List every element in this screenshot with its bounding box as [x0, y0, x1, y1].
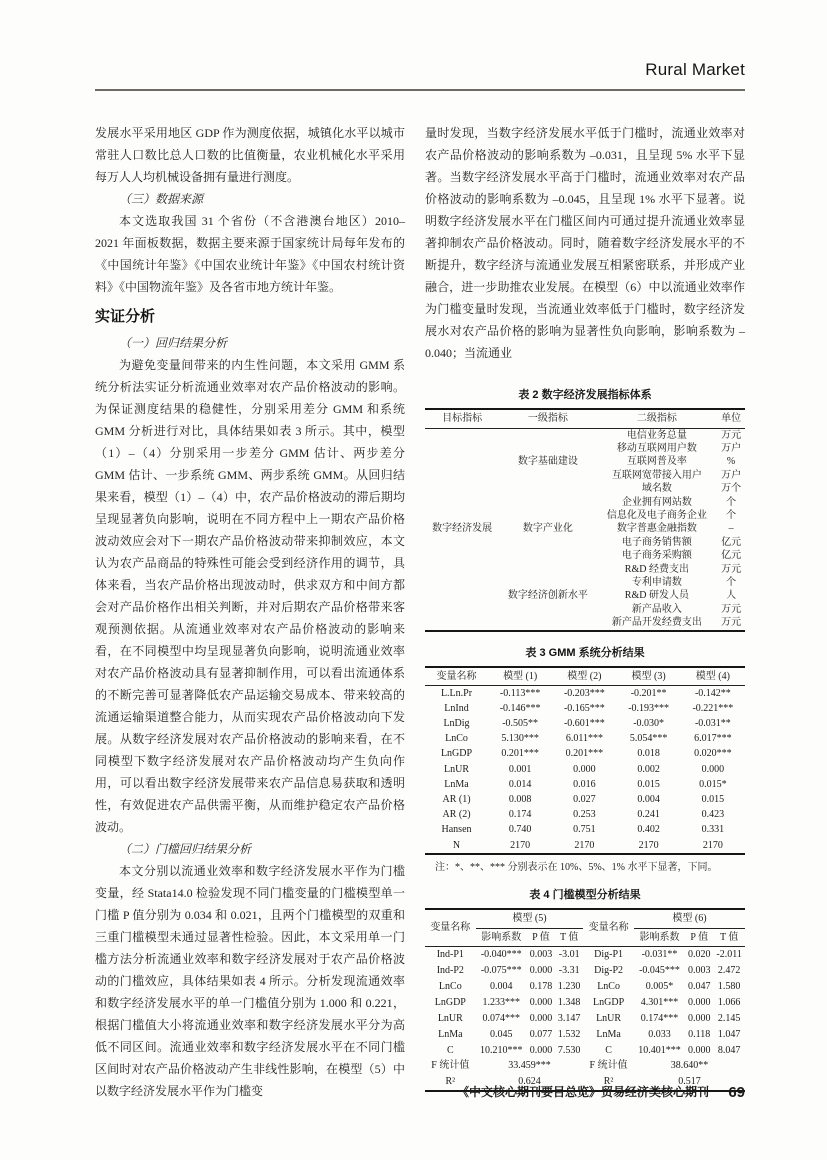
table3-value-cell: 6.011***: [565, 733, 603, 745]
table2-indicator-cell: 新产品开发经费支出: [611, 617, 702, 629]
table2-unit-cell: 万元: [721, 563, 742, 575]
table2-unit-cell: 个: [726, 576, 737, 588]
page-footer: [457, 1083, 745, 1101]
table2-level1-cell: 数字基础建设: [517, 456, 578, 468]
table4-value-cell: 1.047: [717, 1028, 741, 1040]
table-row: [425, 909, 745, 928]
table4-value-cell: -0.040***: [480, 949, 522, 961]
table3-value-cell: -0.165***: [563, 702, 605, 714]
table3-value-cell: 2170: [702, 839, 723, 851]
table4-value-cell: 4.301***: [640, 996, 679, 1008]
table-row: [425, 995, 745, 1011]
table4-variable-cell: C: [605, 1044, 612, 1056]
table4-variable-cell: C: [446, 1044, 454, 1056]
table3-header-cell: 模型 (3): [617, 667, 681, 686]
table2-indicator-cell: 电信业务总量: [626, 429, 687, 441]
table4-variable-cell: LnCo: [438, 981, 462, 993]
table3-value-cell: 0.751: [573, 824, 596, 836]
table3-value-cell: 0.201***: [501, 748, 539, 760]
table3-value-cell: 0.253: [573, 809, 596, 821]
table4-header-coef: 影响系数: [476, 928, 527, 947]
table4-fstat-label: F 统计值: [431, 1060, 470, 1072]
table4-variable-cell: Ind-P1: [436, 949, 464, 961]
table4-value-cell: 1.348: [557, 996, 581, 1008]
table3-block: [425, 644, 745, 875]
table3-value-cell: 0.008: [508, 794, 532, 805]
table2-goal-cell: 数字经济发展: [432, 523, 493, 535]
table2-indicator-cell: R&D 经费支出: [624, 563, 689, 575]
table4-value-cell: 0.033: [648, 1028, 671, 1040]
table4-value-cell: 1.532: [557, 1028, 581, 1040]
table4-value-cell: -0.031**: [641, 949, 678, 961]
table-row: [425, 792, 745, 807]
table3-value-cell: 2170: [638, 839, 659, 851]
table4-header-p: P 值: [527, 928, 555, 947]
table3-value-cell: 0.201***: [565, 748, 604, 760]
table3-value-cell: -0.203***: [563, 687, 605, 699]
table3-variable-cell: AR (1): [442, 794, 471, 805]
table3-value-cell: 0.004: [637, 794, 660, 805]
table4-variable-cell: LnCo: [597, 981, 620, 993]
table3-value-cell: 0.014: [508, 778, 532, 790]
table2-title: 表 2 数字经济发展指标体系: [518, 389, 652, 401]
table4-value-cell: 0.020: [687, 949, 711, 961]
subheading-regression-results: （一）回归结果分析: [119, 336, 228, 350]
table-row: [425, 409, 745, 428]
table-row: [425, 701, 745, 716]
table4-header-model5: 模型 (5): [476, 909, 584, 928]
table4-value-cell: 0.174***: [640, 1012, 679, 1024]
table3-variable-cell: LnUR: [444, 763, 470, 775]
table4-value-cell: 0.045: [490, 1028, 513, 1040]
table2-unit-cell: %: [726, 456, 736, 468]
table-row: [425, 947, 745, 963]
table3-value-cell: 0.423: [701, 809, 725, 821]
table-row: [425, 808, 745, 823]
table4-value-cell: 0.077: [529, 1028, 553, 1040]
table2-indicator-cell: R&D 研发人员: [624, 590, 689, 602]
table3-value-cell: 0.002: [637, 763, 660, 775]
table4-r2-value: 0.517: [678, 1076, 701, 1088]
table2-indicator-cell: 专利申请数: [631, 576, 682, 588]
table3-value-cell: -0.221***: [692, 702, 734, 714]
table4-variable-cell: Dig-P1: [594, 949, 624, 961]
table4-value-cell: 0.003: [687, 965, 711, 977]
table4-value-cell: -0.075***: [480, 965, 522, 977]
table4-value-cell: 0.003: [529, 949, 553, 961]
table2-indicator-cell: 域名数: [641, 483, 672, 495]
table3-value-cell: -0.030*: [633, 718, 665, 730]
table3-header-cell: 模型 (1): [488, 667, 552, 686]
table2-unit-cell: 万元: [721, 603, 742, 615]
table3-value-cell: 0.402: [637, 824, 660, 836]
table4-value-cell: 0.074***: [482, 1012, 520, 1024]
table2-header-cell: 单位: [717, 409, 745, 428]
table4-value-cell: 0.000: [529, 1044, 553, 1056]
table4-variable-cell: LnUR: [437, 1012, 463, 1024]
table4-value-cell: 0.000: [529, 996, 553, 1008]
table3-variable-cell: LnMa: [444, 778, 469, 790]
header-rule: [95, 89, 745, 91]
table4-variable-cell: Ind-P2: [436, 965, 464, 977]
table-row: [425, 428, 745, 442]
table2-indicator-cell: 互联网宽带接入用户: [611, 469, 702, 481]
table4-value-cell: 1.230: [557, 981, 581, 993]
table3-value-cell: -0.113***: [499, 687, 541, 699]
table3-value-cell: 0.000: [701, 763, 725, 775]
paragraph-threshold-analysis: 本文分别以流通业效率和数字经济发展水平作为门槛变量，经 Stata14.0 检验发现不同门槛变量的门槛模型单一门槛 P 值分别为 0.034 和 0.021，且两个门槛模型的双重和三重门槛模型未通过显著性检验。因此，本文采用单一门槛方法分析流通业效率和数字经济发展对于农产品价格波动的门槛效应，具体结果如表 4 所示。分析发现流通效率和数字经济发展水平的单一门槛值分别为 1.000 和 0.221，根据门槛值大小将流通业效率和数字经济发展水平分为高低不同区间。流通业效率和数字经济发展水平在不同门槛区间时对农产品价格波动产生非线性影响，在模型（5）中以数字经济发展水平作为门槛变: [95, 864, 405, 1098]
table3-variable-cell: Hansen: [441, 824, 472, 836]
table3-value-cell: 0.018: [637, 748, 660, 760]
table4-header-variable: 变量名称: [583, 909, 634, 947]
running-head: [645, 60, 745, 80]
table3-gmm-results: [425, 666, 745, 856]
table-row: [425, 1042, 745, 1058]
table4-header-t: T 值: [555, 928, 583, 947]
table2-unit-cell: –: [728, 523, 734, 535]
table-row: [425, 777, 745, 792]
table4-value-cell: 1.580: [717, 981, 741, 993]
table3-value-cell: 0.174: [508, 809, 532, 821]
table4-header-t: T 值: [713, 928, 745, 947]
right-column: [425, 122, 745, 1092]
table4-value-cell: 7.530: [557, 1044, 581, 1056]
table3-value-cell: -0.505**: [502, 718, 539, 730]
table4-value-cell: 1.233***: [482, 996, 520, 1008]
table-row: [425, 1027, 745, 1043]
table3-value-cell: 0.016: [573, 778, 596, 790]
table4-value-cell: 0.000: [687, 1012, 711, 1024]
table4-value-cell: 0.000: [529, 965, 553, 977]
table4-value-cell: 3.147: [557, 1012, 581, 1024]
table2-indicator-cell: 信息化及电子商务企业: [606, 509, 707, 521]
table4-header-variable: 变量名称: [425, 909, 476, 947]
table3-value-cell: -0.146***: [499, 702, 541, 714]
table2-indicator-cell: 移动互联网用户数: [616, 442, 697, 454]
table3-value-cell: -0.193***: [628, 702, 670, 714]
table3-value-cell: 5.054***: [629, 733, 668, 745]
table-row: [425, 1058, 745, 1074]
table3-value-cell: 0.020***: [694, 748, 732, 760]
table2-unit-cell: 个: [726, 509, 737, 521]
table4-value-cell: -3.01: [558, 949, 580, 961]
table4-header-p: P 值: [685, 928, 713, 947]
table2-unit-cell: 亿元: [721, 550, 742, 562]
table3-value-cell: 0.015: [637, 778, 660, 790]
table4-r2-label: R²: [445, 1076, 456, 1088]
table2-level1-cell: 数字经济创新水平: [507, 590, 588, 602]
table3-variable-cell: AR (2): [442, 809, 471, 821]
table4-r2-value: 0.624: [518, 1076, 541, 1088]
table2-indicator-cell: 电子商务采购额: [621, 550, 692, 562]
footer-journal-label: 《中文核心期刊要目总览》贸易经济类核心期刊: [456, 1085, 709, 1099]
table2-unit-cell: 万户: [721, 469, 742, 481]
table3-value-cell: -0.031**: [694, 718, 731, 730]
table2-indicator-cell: 电子商务销售额: [621, 536, 692, 548]
table4-value-cell: 0.004: [490, 981, 513, 993]
table4-variable-cell: LnMa: [596, 1028, 621, 1040]
table2-indicator-cell: 数字普惠金融指数: [616, 523, 697, 535]
table-row: [425, 963, 745, 979]
subheading-data-source: （三）数据来源: [119, 192, 204, 206]
table4-value-cell: 10.210***: [480, 1044, 523, 1056]
table4-fstat-value: 38.640**: [670, 1060, 709, 1072]
table2-unit-cell: 人: [726, 590, 737, 602]
table4-value-cell: 10.401***: [638, 1044, 681, 1056]
table3-variable-cell: L.Ln.Pr: [440, 687, 473, 699]
section-heading-empirical-analysis: 实证分析: [95, 308, 156, 325]
table2-unit-cell: 亿元: [721, 536, 742, 548]
table3-header-cell: 模型 (4): [681, 667, 745, 686]
table-row: [425, 667, 745, 686]
table3-variable-cell: N: [452, 839, 461, 851]
table-row: [425, 747, 745, 762]
table4-value-cell: 2.472: [717, 965, 741, 977]
table3-value-cell: -0.142**: [694, 687, 731, 699]
table3-value-cell: 0.331: [701, 824, 725, 836]
table4-threshold-results: [425, 908, 745, 1092]
table4-variable-cell: LnGDP: [593, 996, 625, 1008]
table-row: [425, 838, 745, 854]
table4-value-cell: 0.047: [687, 981, 711, 993]
page-number: 69: [728, 1084, 745, 1101]
table3-value-cell: 0.015*: [699, 778, 727, 790]
table3-value-cell: 2170: [574, 839, 595, 851]
table-row: [425, 686, 745, 702]
paragraph-regression-analysis: 为避免变量间带来的内生性问题，本文采用 GMM 系统分析法实证分析流通业效率对农产品价格波动的影响。为保证测度结果的稳健性，分别采用差分 GMM 和系统 GMM 分析进行对比，具体结果如表 3 所示。其中，模型（1）–（4）分别采用一步差分 GMM 估计、两步差分 GMM 估计、一步系统 GMM、两步系统 GMM。从回归结果来看，模型（1）–（4）中，农产品价格波动的滞后期均呈现显著负向影响，说明在不同方程中上一期农产品价格波动效应会对下一期农产品价格波动带来抑制效应，本文认为农产品商品的特殊性可能会受到经济作用的调节，具体来看，当农产品价格出现波动时，供求双方和中间方都会对产品价格作出相关判断，并对后期农产品价格带来客观预测依据。从流通业效率对农产品价格波动的影响来看，在不同模型中均呈现显著负向影响，说明流通业效率对农产品价格波动具有显著抑制作用，可以看出流通体系的不断完善可显著降低农产品运输交易成本、带来较高的流通运输渠道整合能力，从而实现农产品价格波动向下发展。从数字经济发展对农产品价格波动的影响来看，在不同模型下数字经济发展对农产品价格波动均产生负向作用，可以看出数字经济发展带来农产品信息易获取和透明性，有效促进农产品供需平衡，从而维护稳定农产品价格波动。: [95, 358, 405, 834]
table2-unit-cell: 万元: [721, 617, 742, 629]
table4-variable-cell: LnMa: [438, 1028, 463, 1040]
paragraph-threshold-discussion: 量时发现，当数字经济发展水平低于门槛时，流通业效率对农产品价格波动的影响系数为 –0.031，且呈现 5% 水平下显著。当数字经济发展水平高于门槛时，流通业效率对农产品价格波动的影响系数为 –0.045，且呈现 1% 水平下显著。说明数字经济发展水平在门槛区间内可通过提升流通业效率显著抑制农产品价格波动。同时，随着数字经济发展水平的不断提升，数字经济与流通业发展互相紧密联系，并形成产业融合，进一步助推农业发展。在模型（6）中以流通业效率作为门槛变量时发现，当流通业效率低于门槛时，数字经济发展水对农产品价格的影响为显著性负向影响，影响系数为 –0.040；当流通业: [425, 126, 745, 360]
table4-value-cell: 0.118: [688, 1028, 711, 1040]
table3-header-cell: 变量名称: [425, 667, 488, 686]
table3-value-cell: 0.015: [701, 794, 725, 805]
table2-unit-cell: 万户: [721, 442, 742, 454]
table3-value-cell: 0.001: [508, 763, 532, 775]
table3-value-cell: 0.027: [573, 794, 596, 805]
paragraph-measurement: 发展水平采用地区 GDP 作为测度依据，城镇化水平以城市常驻人口数比总人口数的比值衡量，农业机械化水平采用每万人人均机械设备拥有量进行测度。: [95, 126, 405, 184]
table4-value-cell: 2.145: [717, 1012, 741, 1024]
table2-header-cell: 一级指标: [499, 409, 596, 428]
table3-variable-cell: LnCo: [445, 733, 468, 745]
table3-variable-cell: LnInd: [444, 702, 469, 714]
table2-unit-cell: 个: [726, 496, 737, 508]
table2-indicator-cell: 互联网普及率: [626, 456, 687, 468]
table-row: [425, 979, 745, 995]
journal-name: Rural Market: [645, 60, 745, 79]
table3-value-cell: 6.017***: [694, 733, 732, 745]
subheading-threshold-results: （二）门槛回归结果分析: [119, 842, 252, 856]
table3-value-cell: 2170: [510, 839, 531, 851]
table4-value-cell: 0.000: [529, 1012, 553, 1024]
table4-fstat-value: 33.459***: [508, 1060, 551, 1072]
table-row: [425, 762, 745, 777]
table4-variable-cell: Dig-P2: [594, 965, 624, 977]
table3-variable-cell: LnGDP: [440, 748, 473, 760]
table-row: [425, 823, 745, 838]
table2-level1-cell: 数字产业化: [522, 523, 573, 535]
table3-value-cell: 0.740: [508, 824, 532, 836]
left-column: [95, 122, 405, 1102]
table4-value-cell: 0.000: [687, 996, 711, 1008]
table2-unit-cell: 万个: [721, 483, 742, 495]
table2-digital-economy-indicators: [425, 408, 745, 632]
table3-variable-cell: LnDig: [443, 718, 470, 730]
table-row: [425, 732, 745, 747]
table4-fstat-label: F 统计值: [589, 1060, 628, 1072]
table4-value-cell: 8.047: [717, 1044, 741, 1056]
table2-header-cell: 二级指标: [597, 409, 718, 428]
table3-title: 表 3 GMM 系统分析结果: [525, 646, 645, 659]
paragraph-data-source: 本文选取我国 31 个省份（不含港澳台地区）2010–2021 年面板数据，数据主要来源于国家统计局每年发布的《中国统计年鉴》《中国农业统计年鉴》《中国农村统计资料》《中国物流年鉴》及各省市地方统计年鉴。: [95, 214, 405, 294]
table-row: [425, 1011, 745, 1027]
table4-header-coef: 影响系数: [634, 928, 685, 947]
table3-value-cell: -0.201**: [630, 687, 667, 699]
table2-unit-cell: 万元: [721, 429, 742, 441]
table4-value-cell: 0.000: [687, 1044, 711, 1056]
table2-header-cell: 目标指标: [425, 409, 499, 428]
table4-value-cell: 0.178: [529, 981, 553, 993]
table4-variable-cell: LnGDP: [434, 996, 466, 1008]
table4-value-cell: -3.31: [558, 965, 580, 977]
table3-value-cell: -0.601***: [563, 718, 605, 730]
table3-header-cell: 模型 (2): [552, 667, 616, 686]
table4-value-cell: 1.066: [717, 996, 741, 1008]
table4-value-cell: -0.045***: [639, 965, 680, 977]
table3-value-cell: 5.130***: [501, 733, 539, 745]
table-row: [425, 716, 745, 731]
table4-title: 表 4 门槛模型分析结果: [529, 889, 641, 902]
table2-indicator-cell: 新产品收入: [631, 603, 682, 615]
table4-value-cell: 0.005*: [645, 981, 674, 993]
table3-value-cell: 0.241: [637, 809, 660, 821]
table4-r2-label: R²: [603, 1076, 614, 1088]
table2-indicator-cell: 企业拥有网站数: [621, 496, 692, 508]
table2-block: [425, 386, 745, 632]
table4-header-model6: 模型 (6): [634, 909, 745, 928]
table4-block: [425, 886, 745, 1092]
table3-value-cell: 0.000: [573, 763, 596, 775]
table4-variable-cell: LnUR: [596, 1012, 622, 1024]
table3-note: 注：*、**、*** 分别表示在 10%、5%、1% 水平下显著，下同。: [435, 862, 718, 874]
table4-value-cell: -2.011: [716, 949, 742, 961]
